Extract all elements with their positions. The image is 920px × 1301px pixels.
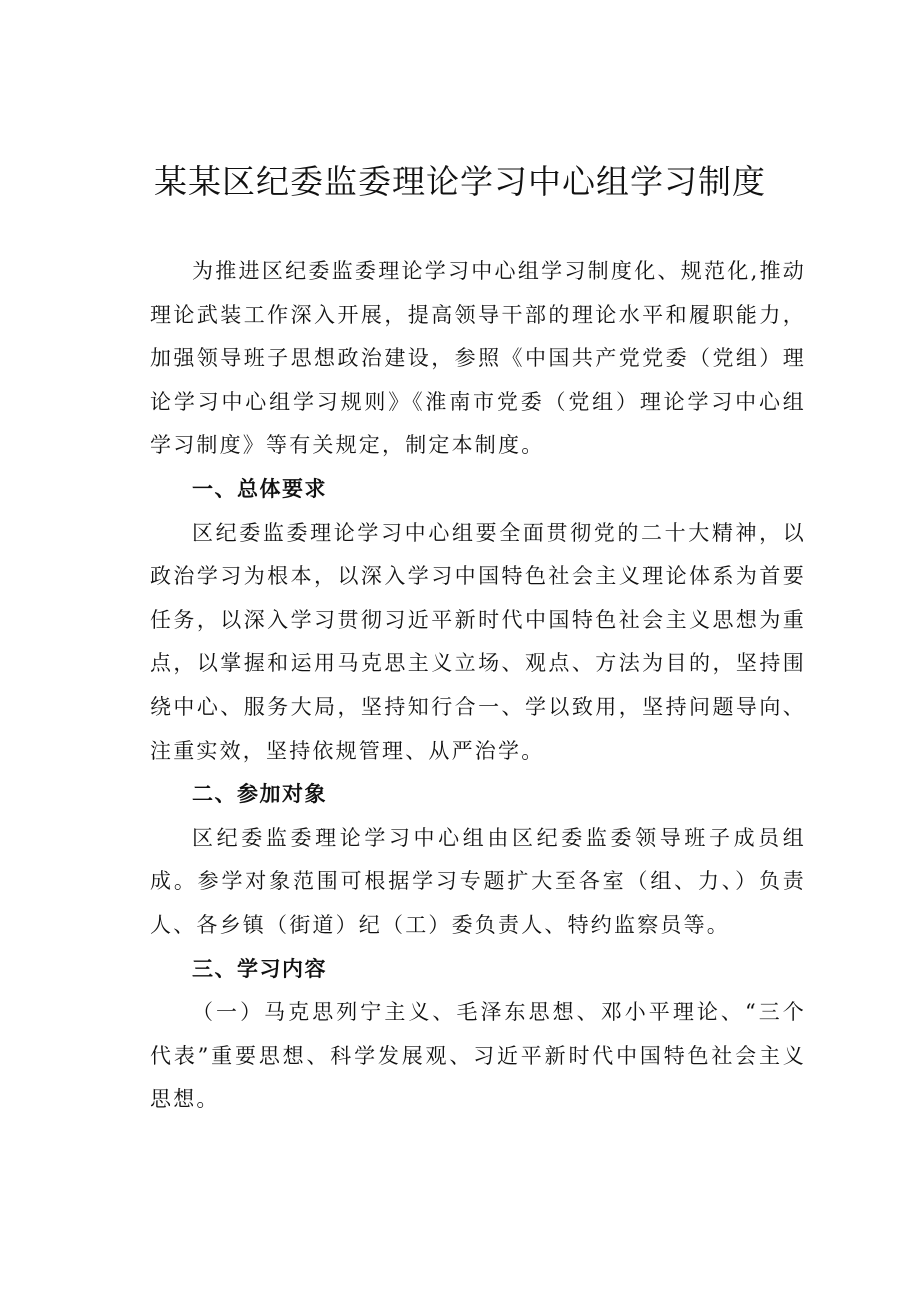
document-title: 某某区纪委监委理论学习中心组学习制度 <box>154 162 766 201</box>
section-paragraph: 区纪委监委理论学习中心组要全面贯彻党的二十大精神，以政治学习为根本，以深入学习中国特色社会主义理论体系为首要任务，以深入学习贯彻习近平新时代中国特色社会主义思想为重点，以掌握和运用马克思主义立场、观点、方法为目的，坚持围绕中心、服务大局，坚持知行合一、学以致用，坚持问题导向、注重实效，坚持依规管理、从严治学。 <box>150 520 806 763</box>
section-study-content <box>150 948 806 1122</box>
section-general-requirements <box>150 468 806 773</box>
intro-paragraph: 为推进区纪委监委理论学习中心组学习制度化、规范化,推动理论武装工作深入开展，提高领导干部的理论水平和履职能力，加强领导班子思想政治建设，参照《中国共产党党委（党组）理论学习中心组学习规则》《淮南市党委（党组）理论学习中心组学习制度》等有关规定，制定本制度。 <box>150 259 806 458</box>
section-heading: 三、学习内容 <box>192 956 327 981</box>
section-heading: 一、总体要求 <box>192 476 327 501</box>
section-paragraph: 区纪委监委理论学习中心组由区纪委监委领导班子成员组成。参学对象范围可根据学习专题扩大至各室（组、力、）负责人、各乡镇（街道）纪（工）委负责人、特约监察员等。 <box>150 825 806 937</box>
section-heading: 二、参加对象 <box>192 782 327 807</box>
section-paragraph: （一）马克思列宁主义、毛泽东思想、邓小平理论、“三个代表”重要思想、科学发展观、习近平新时代中国特色社会主义思想。 <box>150 1000 806 1112</box>
document-body <box>150 250 806 1122</box>
section-participants <box>150 773 806 947</box>
